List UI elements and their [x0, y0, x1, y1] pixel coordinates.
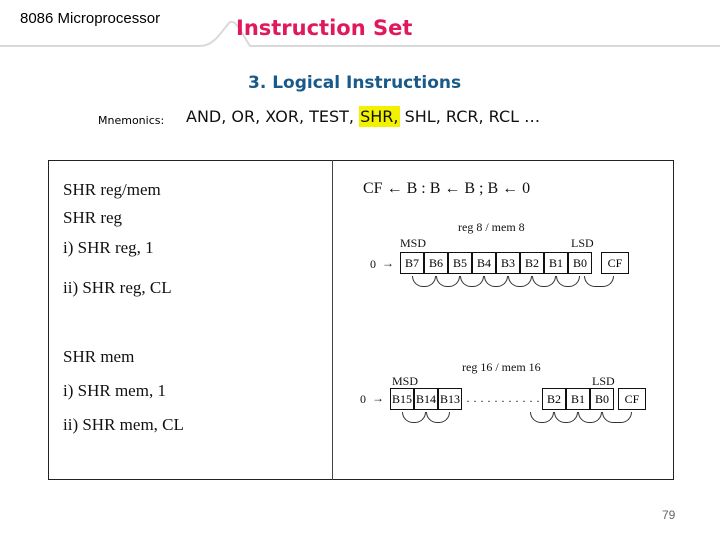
arrow-in-16: →	[372, 391, 384, 405]
fig-line-shr-mem-cl: ii) SHR mem, CL	[63, 415, 184, 434]
reg16-label: reg 16 / mem 16	[462, 360, 541, 374]
zero-input-16: 0	[360, 392, 366, 406]
bit-cell: B2	[520, 252, 544, 274]
fig-line-shr-mem: SHR mem	[63, 347, 135, 366]
mnemonics-label: Mnemonics:	[98, 114, 165, 127]
bit-cell: B15	[390, 388, 414, 410]
lsd-label-16: LSD	[592, 374, 615, 388]
bit-cell: B1	[566, 388, 590, 410]
mnemonics-list	[186, 107, 540, 126]
fig-line-shr-reg-cl: ii) SHR reg, CL	[63, 278, 172, 297]
bit-cell: B0	[590, 388, 614, 410]
bit-cell: B4	[472, 252, 496, 274]
bit-cell: B7	[400, 252, 424, 274]
figure-divider	[332, 160, 333, 480]
mnemonics-after: SHL, RCR, RCL …	[404, 107, 541, 126]
bit-cell: B0	[568, 252, 592, 274]
bit-cell: B2	[542, 388, 566, 410]
shift-formula: CF ← B : B ← B ; B ← 0	[363, 180, 531, 197]
carry-flag-cell: CF	[601, 252, 629, 274]
reg8-label: reg 8 / mem 8	[458, 220, 525, 234]
carry-flag-cell: CF	[618, 388, 646, 410]
fig-line-shr-reg: SHR reg	[63, 208, 123, 227]
fig-line-shr-mem-1: i) SHR mem, 1	[63, 381, 166, 400]
fig-line-shr-reg-1: i) SHR reg, 1	[63, 238, 154, 257]
bit-cell: B13	[438, 388, 462, 410]
bits-ellipsis: · · · · · · · · · · ·	[466, 394, 540, 408]
bit-cell: B6	[424, 252, 448, 274]
bit-cell: B1	[544, 252, 568, 274]
slide-title: Instruction Set	[236, 16, 413, 40]
mnemonics-before: AND, OR, XOR, TEST,	[186, 107, 355, 126]
zero-input-8: 0	[370, 257, 376, 271]
bit-cell: B5	[448, 252, 472, 274]
msd-label-16: MSD	[392, 374, 419, 388]
msd-label-8: MSD	[400, 236, 427, 250]
bit-cell: B14	[414, 388, 438, 410]
section-heading: 3. Logical Instructions	[248, 73, 462, 93]
mnemonics-highlight: SHR,	[360, 107, 399, 126]
fig-line-shr-regmem: SHR reg/mem	[63, 180, 161, 199]
arrow-in-8: →	[382, 256, 394, 270]
bit-cell: B3	[496, 252, 520, 274]
course-title: 8086 Microprocessor	[20, 10, 161, 27]
page-number: 79	[662, 508, 676, 522]
lsd-label-8: LSD	[571, 236, 594, 250]
